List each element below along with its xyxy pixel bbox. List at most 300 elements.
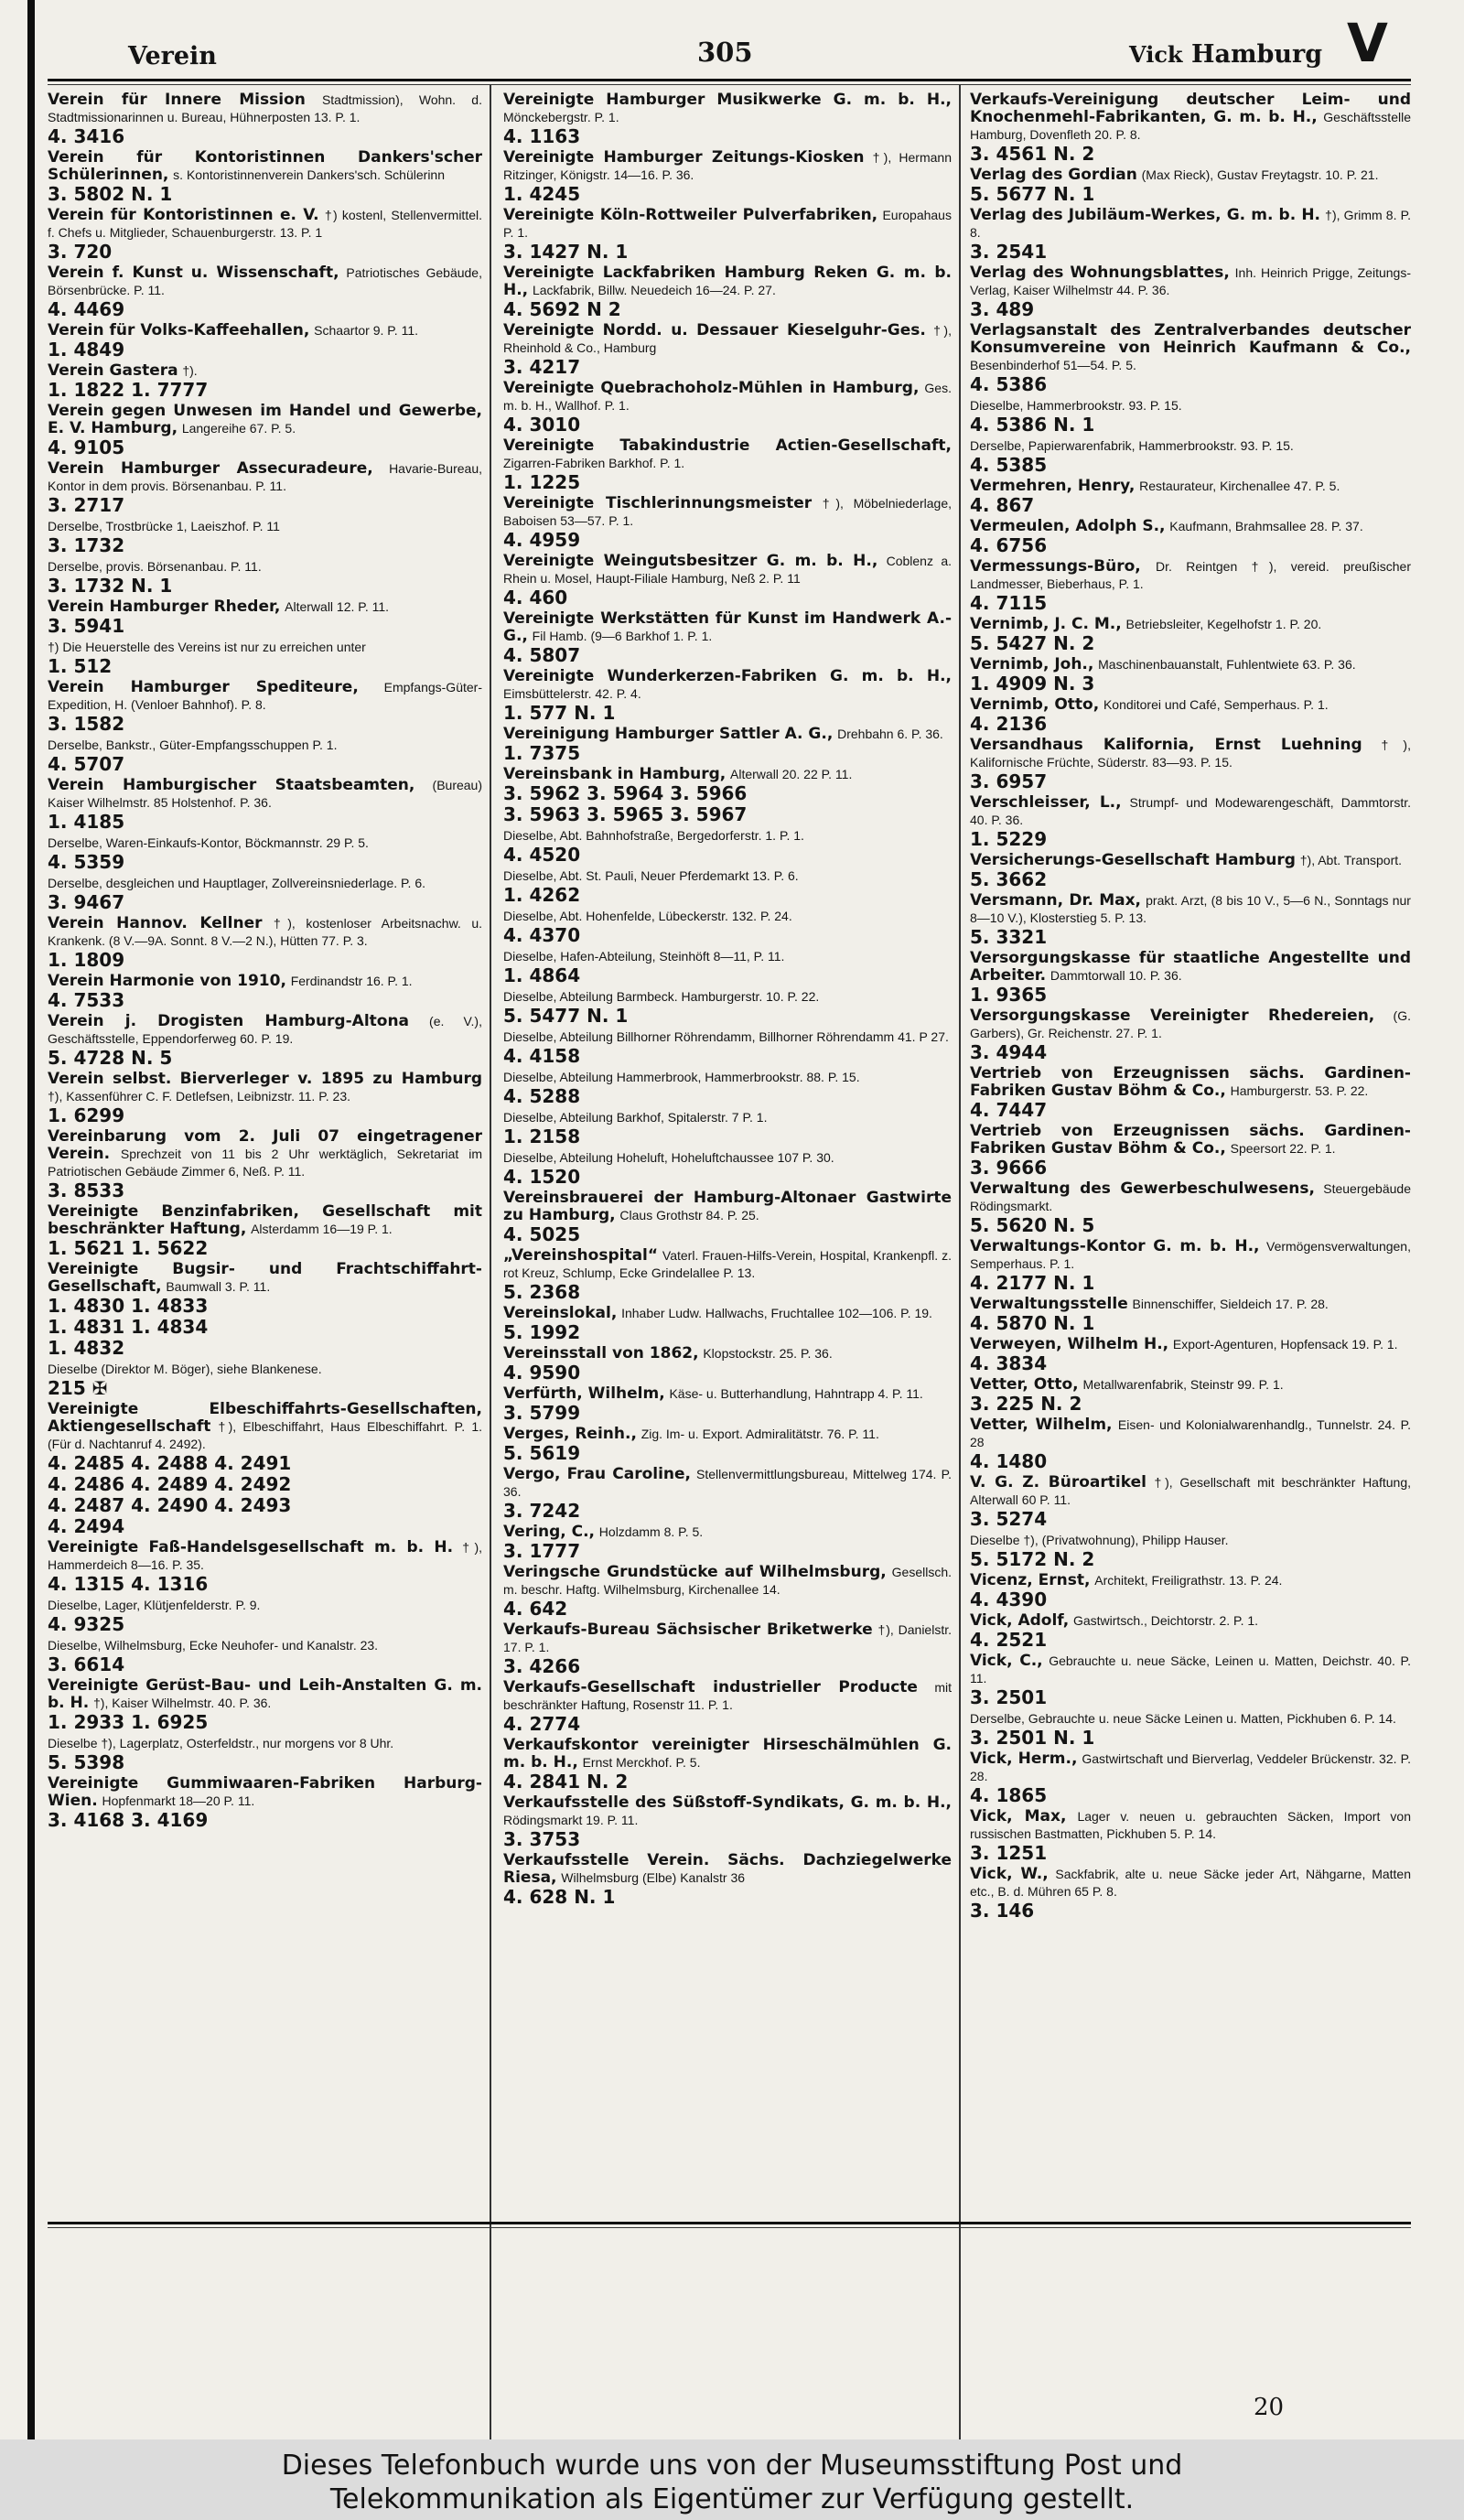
entry-details: Gesellsch. m. beschr. Haftg. Wilhelmsburg, Kirchenallee 14. xyxy=(503,1565,952,1597)
column-2 xyxy=(503,92,952,2218)
phone-number: 4. 2521 xyxy=(970,1629,1048,1651)
entry-details: Alterwall 12. P. 11. xyxy=(285,599,390,614)
entry-details: †), Hammerdeich 8—16. P. 35. xyxy=(48,1540,482,1572)
phone-number: 3. 6957 xyxy=(970,770,1048,792)
directory-entry xyxy=(48,92,482,147)
directory-entry xyxy=(970,1474,1411,1530)
directory-entry xyxy=(503,908,952,946)
phone-number: 3. 5274 xyxy=(970,1508,1048,1530)
phone-number: 3. 2541 xyxy=(970,241,1048,263)
phone-number: 4. 460 xyxy=(503,587,568,608)
entry-name: Vereinigte Wunderkerzen-Fabriken G. m. b. H., xyxy=(503,667,952,685)
phone-number: 3. 4217 xyxy=(503,356,581,378)
directory-entry xyxy=(48,322,482,361)
phone-number: 3. 2501 N. 1 xyxy=(970,1727,1095,1749)
entry-details: Wilhelmsburg (Elbe) Kanalstr 36 xyxy=(561,1870,746,1885)
phone-number: 1. 4262 xyxy=(503,884,581,906)
phone-number: 3. 9666 xyxy=(970,1157,1048,1179)
entry-name: Versmann, Dr. Max, xyxy=(970,891,1141,910)
phone-number: 4. 7115 xyxy=(970,592,1048,614)
phone-number: 1. 577 N. 1 xyxy=(503,702,616,724)
entry-name: Vereinslokal, xyxy=(503,1304,618,1322)
entry-details: Binnenschiffer, Sieldeich 17. P. 28. xyxy=(1132,1297,1329,1311)
entry-details: †), Elbeschiffahrt, Haus Elbeschiffahrt. P. 1. (Für d. Nachtanruf 4. 2492). xyxy=(48,1419,482,1451)
entry-name: Versorgungskasse für staatliche Angestellte und Arbeiter. xyxy=(970,949,1411,985)
entry-name: Vereinigte Benzinfabriken, Gesellschaft mit beschränkter Haftung, xyxy=(48,1202,482,1238)
phone-number: 1. 7375 xyxy=(503,742,581,764)
directory-entry xyxy=(48,207,482,263)
phone-number: 3. 1732 N. 1 xyxy=(48,575,173,597)
directory-entry xyxy=(503,988,952,1027)
phone-number: 4. 5386 xyxy=(970,373,1048,395)
sheet-number: 20 xyxy=(1254,2394,1285,2421)
entry-name: Vereinigte Gerüst-Bau- und Leih-Anstalten G. m. b. H. xyxy=(48,1676,482,1712)
entry-details: Dieselbe, Hammerbrookstr. 93. P. 15. xyxy=(970,398,1182,413)
directory-entry xyxy=(503,948,952,986)
phone-number: 4. 628 N. 1 xyxy=(503,1886,616,1908)
directory-entry xyxy=(970,696,1411,735)
archive-notice-text xyxy=(0,2449,1464,2516)
directory-entry xyxy=(503,1737,952,1793)
notice-line-1: Dieses Telefonbuch wurde uns von der Museumsstiftung Post und xyxy=(281,2450,1183,2482)
entry-details: Besenbinderhof 51—54. P. 5. xyxy=(970,358,1136,372)
directory-entry xyxy=(48,403,482,458)
phone-number: 4. 2486 4. 2489 4. 2492 xyxy=(48,1473,292,1495)
entry-details: Europahaus P. 1. xyxy=(503,208,952,240)
phone-number: 4. 4370 xyxy=(503,924,581,946)
phone-number: 1. 5229 xyxy=(970,828,1048,850)
header-rule xyxy=(48,79,1411,81)
directory-entry xyxy=(48,598,482,637)
entry-details: Betriebsleiter, Kegelhofstr 1. P. 20. xyxy=(1125,617,1322,631)
phone-number: 5. 2368 xyxy=(503,1281,581,1303)
entry-details: Claus Grothstr 84. P. 25. xyxy=(619,1208,759,1222)
entry-details: (Max Rieck), Gustav Freytagstr. 10. P. 21. xyxy=(1141,167,1379,182)
directory-entry xyxy=(503,1305,952,1343)
entry-details: Ferdinandstr 16. P. 1. xyxy=(290,974,413,988)
entry-details: Speersort 22. P. 1. xyxy=(1230,1141,1336,1156)
entry-details: Hopfenmarkt 18—20 P. 11. xyxy=(102,1793,255,1808)
directory-entry xyxy=(970,1238,1411,1294)
entry-details: Dieselbe, Abteilung Barkhof, Spitalerstr. 7 P. 1. xyxy=(503,1110,768,1125)
directory-entry xyxy=(48,1261,482,1359)
entry-name: Verkaufs-Bureau Sächsischer Briketwerke xyxy=(503,1621,873,1639)
directory-entry xyxy=(48,1597,482,1635)
directory-entry xyxy=(503,726,952,764)
entry-name: Vick, W., xyxy=(970,1865,1049,1883)
entry-name: Vereinbarung vom 2. Juli 07 eingetragener Verein. xyxy=(48,1127,482,1163)
entry-name: Vergo, Frau Caroline, xyxy=(503,1465,692,1483)
entry-details: Inhaber Ludw. Hallwachs, Fruchtallee 102—106. P. 19. xyxy=(621,1306,932,1320)
entry-name: Vernimb, J. C. M., xyxy=(970,615,1122,633)
phone-number: 4. 642 xyxy=(503,1598,568,1620)
phone-number: 5. 3662 xyxy=(970,868,1048,890)
directory-entry xyxy=(48,362,482,401)
phone-number: 3. 146 xyxy=(970,1900,1035,1922)
entry-details: Klopstockstr. 25. P. 36. xyxy=(703,1346,833,1361)
phone-number: 4. 5707 xyxy=(48,753,125,775)
phone-number: 3. 1427 N. 1 xyxy=(503,241,629,263)
entry-details: mit beschränkter Haftung, Rosenstr 11. P. 1. xyxy=(503,1680,952,1712)
phone-number: 4. 2487 4. 2490 4. 2493 xyxy=(48,1494,292,1516)
entry-details: Dieselbe, Abteilung Hoheluft, Hoheluftchaussee 107 P. 30. xyxy=(503,1150,834,1165)
directory-entry xyxy=(970,437,1411,476)
phone-number: 1. 1822 1. 7777 xyxy=(48,379,209,401)
directory-entry xyxy=(970,1750,1411,1806)
entry-details: Fil Hamb. (9—6 Barkhof 1. P. 1. xyxy=(532,629,713,643)
entry-name: „Vereinshospital“ xyxy=(503,1246,659,1265)
entry-details: Coblenz a. Rhein u. Mosel, Haupt-Filiale Hamburg, Neß 2. P. 11 xyxy=(503,554,952,586)
entry-details: †), Kaiser Wilhelmstr. 40. P. 36. xyxy=(93,1696,272,1710)
directory-entry xyxy=(48,1735,482,1773)
directory-entry xyxy=(970,1416,1411,1472)
entry-details: Empfangs-Güter-Expedition, H. (Venloer Bahnhof). P. 8. xyxy=(48,680,482,712)
entry-name: Verlag des Wohnungsblattes, xyxy=(970,264,1230,282)
phone-number: 4. 1480 xyxy=(970,1450,1048,1472)
phone-number: 5. 5620 N. 5 xyxy=(970,1214,1095,1236)
entry-details: Holzdamm 8. P. 5. xyxy=(598,1524,704,1539)
entry-details: Vermögensverwaltungen, Semperhaus. P. 1. xyxy=(970,1239,1411,1271)
directory-entry xyxy=(503,668,952,724)
entry-name: Vermehren, Henry, xyxy=(970,477,1136,495)
phone-number: 4. 7447 xyxy=(970,1099,1048,1121)
entry-name: Versandhaus Kalifornia, Ernst Luehning xyxy=(970,736,1362,754)
entry-details: Dieselbe, Abt. Bahnhofstraße, Bergedorferstr. 1. P. 1. xyxy=(503,828,804,843)
entry-name: Vetter, Wilhelm, xyxy=(970,1416,1113,1434)
footer-rule-thin xyxy=(48,2227,1411,2228)
entry-details: Dieselbe, Abt. Hohenfelde, Lübeckerstr. 132. P. 24. xyxy=(503,909,792,923)
directory-entry xyxy=(970,1336,1411,1374)
phone-number: 3. 4168 3. 4169 xyxy=(48,1809,209,1831)
entry-name: Verein Hamburgischer Staatsbeamten, xyxy=(48,776,415,794)
phone-number: 3. 225 N. 2 xyxy=(970,1393,1082,1415)
phone-number: 3. 6614 xyxy=(48,1653,125,1675)
entry-details: Derselbe, Bankstr., Güter-Empfangsschuppen P. 1. xyxy=(48,738,338,752)
directory-entry xyxy=(503,1109,952,1147)
directory-entry xyxy=(970,1710,1411,1749)
phone-number: 3. 4561 N. 2 xyxy=(970,143,1095,165)
directory-entry xyxy=(503,1190,952,1245)
directory-entry xyxy=(503,380,952,436)
directory-entry xyxy=(48,1401,482,1537)
directory-entry xyxy=(48,737,482,775)
entry-name: Vick, Herm., xyxy=(970,1750,1078,1768)
phone-number: 5. 5677 N. 1 xyxy=(970,183,1095,205)
directory-entry xyxy=(970,1866,1411,1922)
entry-name: Vereinigte Weingutsbesitzer G. m. b. H., xyxy=(503,552,878,570)
directory-entry xyxy=(503,1149,952,1188)
phone-number: 3. 1777 xyxy=(503,1540,581,1562)
directory-entry xyxy=(970,1180,1411,1236)
phone-number: 4. 4959 xyxy=(503,529,581,551)
directory-entry xyxy=(970,518,1411,556)
entry-name: Vereinsbank in Hamburg, xyxy=(503,765,727,783)
directory-entry xyxy=(48,149,482,205)
phone-number: 5. 5427 N. 2 xyxy=(970,632,1095,654)
directory-entry xyxy=(48,1677,482,1733)
phone-number: 5. 3321 xyxy=(970,926,1048,948)
entry-details: Zigarren-Fabriken Barkhof. P. 1. xyxy=(503,456,685,470)
phone-number: 4. 4390 xyxy=(970,1588,1048,1610)
phone-number: 1. 2158 xyxy=(503,1125,581,1147)
directory-entry xyxy=(970,1296,1411,1334)
directory-entry xyxy=(970,167,1411,205)
phone-number: 3. 9467 xyxy=(48,891,125,913)
directory-entry xyxy=(48,639,482,677)
directory-entry xyxy=(970,478,1411,516)
directory-entry xyxy=(970,397,1411,436)
entry-details: †), Kassenführer C. F. Detlefsen, Leibnizstr. 11. P. 23. xyxy=(48,1089,350,1104)
phone-number: 4. 5870 N. 1 xyxy=(970,1312,1095,1334)
directory-entry xyxy=(503,827,952,866)
directory-entry xyxy=(970,322,1411,395)
phone-number: 1. 4831 1. 4834 xyxy=(48,1316,209,1338)
phone-number: 1. 4245 xyxy=(503,183,581,205)
entry-details: Derselbe, Trostbrücke 1, Laeiszhof. P. 11 xyxy=(48,519,280,533)
directory-entry xyxy=(970,207,1411,263)
entry-name: Vereinigte Tischlerinnungsmeister xyxy=(503,494,813,512)
entry-details: †) Die Heuerstelle des Vereins ist nur zu erreichen unter xyxy=(48,640,366,654)
entry-details: Derselbe, provis. Börsenanbau. P. 11. xyxy=(48,559,262,574)
entry-name: Verein gegen Unwesen im Handel und Gewerbe, E. V. Hamburg, xyxy=(48,402,482,437)
entry-details: Hamburgerstr. 53. P. 22. xyxy=(1230,1083,1369,1098)
entry-name: Verges, Reinh., xyxy=(503,1425,637,1443)
entry-details: Maschinenbauanstalt, Fuhlentwiete 63. P. 36. xyxy=(1098,657,1356,672)
entry-details: Steuergebäude Rödingsmarkt. xyxy=(970,1181,1411,1213)
phone-number: 1. 5621 1. 5622 xyxy=(48,1237,209,1259)
directory-entry xyxy=(503,553,952,608)
directory-entry xyxy=(970,1572,1411,1610)
entry-name: Verein Gastera xyxy=(48,361,178,380)
entry-details: Strumpf- und Modewarengeschäft, Dammtorstr. 40. P. 36. xyxy=(970,795,1411,827)
entry-details: †), Gesellschaft mit beschränkter Haftung, Alterwall 60 P. 11. xyxy=(970,1475,1411,1507)
directory-entry xyxy=(48,1775,482,1831)
entry-details: Kaufmann, Brahmsallee 28. P. 37. xyxy=(1169,519,1363,533)
entry-details: Dieselbe (Direktor M. Böger), siehe Blankenese. xyxy=(48,1362,322,1376)
entry-details: †), kostenloser Arbeitsnachw. u. Krankenk. (8 V.—9A. Sonnt. 8 V.—2 N.), Hütten 77. P. 3. xyxy=(48,916,482,948)
entry-details: †). xyxy=(182,363,198,378)
phone-number: 1. 2933 1. 6925 xyxy=(48,1711,209,1733)
entry-name: Verein Hannov. Kellner xyxy=(48,914,263,932)
phone-number: 4. 2485 4. 2488 4. 2491 xyxy=(48,1452,292,1474)
entry-details: Ernst Merckhof. P. 5. xyxy=(582,1755,701,1770)
phone-number: 1. 1809 xyxy=(48,949,125,971)
column-divider xyxy=(490,84,491,2445)
entry-name: Verlag des Jubiläum-Werkes, G. m. b. H. xyxy=(970,206,1321,224)
header-right xyxy=(1129,40,1322,69)
entry-name: Verlagsanstalt des Zentralverbandes deutscher Konsumvereine von Heinrich Kaufmann & Co., xyxy=(970,321,1411,357)
entry-name: Vereinigte Gummiwaaren-Fabriken Harburg-Wien. xyxy=(48,1774,482,1810)
phone-number: 4. 1520 xyxy=(503,1166,581,1188)
directory-entry xyxy=(503,867,952,906)
entry-name: Vereinigte Hamburger Musikwerke G. m. b. H., xyxy=(503,92,952,109)
entry-details: Vaterl. Frauen-Hilfs-Verein, Hospital, Krankenpfl. z. rot Kreuz, Schlump, Ecke Grindelallee P. 13. xyxy=(503,1248,952,1280)
entry-name: Verwaltungs-Kontor G. m. b. H., xyxy=(970,1237,1260,1255)
entry-details: †), Rheinhold & Co., Hamburg xyxy=(503,323,952,355)
phone-number: 3. 5802 N. 1 xyxy=(48,183,173,205)
entry-name: Verkaufsstelle des Süßstoff-Syndikats, G. m. b. H., xyxy=(503,1793,952,1812)
entry-details: Derselbe, Papierwarenfabrik, Hammerbrookstr. 93. P. 15. xyxy=(970,438,1294,453)
entry-name: Vertrieb von Erzeugnissen sächs. Gardinen-Fabriken Gustav Böhm & Co., xyxy=(970,1122,1411,1158)
phone-number: 1. 4909 N. 3 xyxy=(970,673,1095,695)
phone-number: 3. 5962 3. 5964 3. 5966 xyxy=(503,782,748,804)
phone-number: 3. 4944 xyxy=(970,1041,1048,1063)
directory-entry xyxy=(48,777,482,833)
entry-name: Vereinigte Köln-Rottweiler Pulverfabriken, xyxy=(503,206,878,224)
directory-entry xyxy=(503,1069,952,1107)
directory-entry xyxy=(48,518,482,556)
directory-entry xyxy=(503,1852,952,1908)
entry-name: Verein Hamburger Assecuradeure, xyxy=(48,459,373,478)
entry-details: Inh. Heinrich Prigge, Zeitungs-Verlag, Kaiser Wilhelmstr 44. P. 36. xyxy=(970,265,1411,297)
entry-details: (Bureau) Kaiser Wilhelmstr. 85 Holstenhof. P. 36. xyxy=(48,778,482,810)
entry-details: Gebrauchte u. neue Säcke, Leinen u. Matten, Deichstr. 40. P. 11. xyxy=(970,1653,1411,1685)
phone-number: 5. 5477 N. 1 xyxy=(503,1005,629,1027)
phone-number: 4. 1163 xyxy=(503,125,581,147)
directory-entry xyxy=(503,766,952,825)
phone-number: 4. 2494 xyxy=(48,1515,125,1537)
directory-entry xyxy=(48,1539,482,1595)
directory-entry xyxy=(48,915,482,971)
directory-entry xyxy=(503,1794,952,1850)
phone-number: 4. 5807 xyxy=(503,644,581,666)
directory-entry xyxy=(48,460,482,516)
entry-details: Dieselbe †), (Privatwohnung), Philipp Hauser. xyxy=(970,1533,1229,1547)
entry-details: Dammtorwall 10. P. 36. xyxy=(1050,968,1182,983)
entry-name: Verein Hamburger Spediteure, xyxy=(48,678,359,696)
entry-details: (e. V.), Geschäftsstelle, Eppendorferweg 60. P. 19. xyxy=(48,1014,482,1046)
entry-details: †), Abt. Transport. xyxy=(1299,853,1403,867)
entry-name: Verein für Kontoristinnen Dankers'scher Schülerinnen, xyxy=(48,148,482,184)
phone-number: 215 ✠ xyxy=(48,1377,108,1399)
entry-name: Verein Hamburger Rheder, xyxy=(48,598,281,616)
phone-number: 5. 5619 xyxy=(503,1442,581,1464)
phone-number: 4. 5386 N. 1 xyxy=(970,414,1095,436)
phone-number: 4. 5025 xyxy=(503,1223,581,1245)
entry-name: Vermeulen, Adolph S., xyxy=(970,517,1166,535)
phone-number: 1. 4185 xyxy=(48,811,125,833)
phone-number: 3. 5799 xyxy=(503,1402,581,1424)
phone-number: 4. 5385 xyxy=(970,454,1048,476)
entry-name: Verein für Innere Mission xyxy=(48,92,306,109)
phone-number: 1. 1225 xyxy=(503,471,581,493)
entry-name: Verein für Volks-Kaffeehallen, xyxy=(48,321,310,339)
column-1 xyxy=(48,92,482,2218)
entry-details: †), Möbelniederlage, Baboisen 53—57. P. 1. xyxy=(503,496,952,528)
header-left-keyword: Verein xyxy=(128,42,217,70)
entry-details: Derselbe, desgleichen und Hauptlager, Zollvereinsniederlage. P. 6. xyxy=(48,876,426,890)
phone-number: 1. 4830 1. 4833 xyxy=(48,1295,209,1317)
phone-number: 3. 489 xyxy=(970,298,1035,320)
directory-entry xyxy=(48,973,482,1011)
entry-details: Dieselbe, Abteilung Barmbeck. Hamburgerstr. 10. P. 22. xyxy=(503,989,820,1004)
directory-entry xyxy=(503,1524,952,1562)
archive-notice xyxy=(0,2439,1464,2520)
entry-name: Vering, C., xyxy=(503,1523,596,1541)
phone-number: 5. 1992 xyxy=(503,1321,581,1343)
entry-details: Dr. Reintgen †), vereid. preußischer Landmesser, Bieberhaus, P. 1. xyxy=(970,559,1411,591)
entry-name: Vernimb, Joh., xyxy=(970,655,1094,673)
directory-entry xyxy=(970,656,1411,695)
directory-entry xyxy=(503,207,952,263)
entry-name: Vick, C., xyxy=(970,1652,1043,1670)
directory-entry xyxy=(970,92,1411,165)
entry-name: Versicherungs-Gesellschaft Hamburg xyxy=(970,851,1296,869)
phone-number: 5. 5172 N. 2 xyxy=(970,1548,1095,1570)
phone-number: 4. 1865 xyxy=(970,1784,1048,1806)
header-city: Hamburg xyxy=(1190,40,1323,69)
entry-details: Stellenvermittlungsbureau, Mittelweg 174. P. 36. xyxy=(503,1467,952,1499)
entry-details: Eimsbüttelerstr. 42. P. 4. xyxy=(503,686,641,701)
entry-name: Vereinsbrauerei der Hamburg-Altonaer Gastwirte zu Hamburg, xyxy=(503,1189,952,1224)
entry-name: Verweyen, Wilhelm H., xyxy=(970,1335,1169,1353)
phone-number: 4. 3010 xyxy=(503,414,581,436)
header-rule-thin xyxy=(48,84,1411,85)
phone-number: 1. 4849 xyxy=(48,339,125,361)
entry-details: Dieselbe, Hafen-Abteilung, Steinhöft 8—11, P. 11. xyxy=(503,949,785,964)
entry-details: Dieselbe, Abteilung Billhorner Röhrendamm, Billhorner Röhrendamm 41. P 27. xyxy=(503,1029,949,1044)
entry-details: Dieselbe, Wilhelmsburg, Ecke Neuhofer- und Kanalstr. 23. xyxy=(48,1638,379,1653)
entry-details: †), Grimm 8. P. 8. xyxy=(970,208,1411,240)
entry-details: Dieselbe, Abteilung Hammerbrook, Hammerbrookstr. 88. P. 15. xyxy=(503,1070,860,1084)
phone-number: 1. 9365 xyxy=(970,984,1048,1006)
phone-number: 4. 4520 xyxy=(503,844,581,866)
entry-name: Verein f. Kunst u. Wissenschaft, xyxy=(48,264,339,282)
entry-details: †), Kalifornische Früchte, Süderstr. 83—93. P. 15. xyxy=(970,738,1411,770)
entry-details: Ges. m. b. H., Wallhof. P. 1. xyxy=(503,381,952,413)
directory-entry xyxy=(970,1007,1411,1063)
entry-details: Restaurateur, Kirchenallee 47. P. 5. xyxy=(1139,479,1340,493)
page-header xyxy=(48,12,1411,75)
phone-number: 4. 9105 xyxy=(48,436,125,458)
phone-number: 3. 5963 3. 5965 3. 5967 xyxy=(503,803,748,825)
entry-name: Veringsche Grundstücke auf Wilhelmsburg, xyxy=(503,1563,887,1581)
entry-name: Vereinigte Nordd. u. Dessauer Kieselguhr-Ges. xyxy=(503,321,926,339)
entry-name: Verwaltung des Gewerbeschulwesens, xyxy=(970,1179,1315,1198)
directory-entry xyxy=(970,1653,1411,1708)
directory-entry xyxy=(970,892,1411,948)
directory-entry xyxy=(970,1612,1411,1651)
directory-entry xyxy=(48,1361,482,1399)
phone-number: 4. 2136 xyxy=(970,713,1048,735)
directory-entry xyxy=(970,852,1411,890)
entry-details: Havarie-Bureau, Kontor in dem provis. Börsenanbau. P. 11. xyxy=(48,461,482,493)
phone-number: 3. 2501 xyxy=(970,1686,1048,1708)
entry-details: Sprechzeit von 11 bis 2 Uhr werktäglich, Sekretariat im Patriotischen Gebäude Zimmer 6, Neß. P. 11. xyxy=(48,1147,482,1179)
entry-details: †), Hermann Ritzinger, Königstr. 14—16. P. 36. xyxy=(503,150,952,182)
phone-number: 3. 1582 xyxy=(48,713,125,735)
directory-entry xyxy=(48,875,482,913)
directory-entry xyxy=(503,1679,952,1735)
phone-number: 3. 2717 xyxy=(48,494,125,516)
directory-entry xyxy=(48,264,482,320)
entry-details: Baumwall 3. P. 11. xyxy=(166,1279,271,1294)
entry-name: Vereinigte Bugsir- und Frachtschiffahrt-Gesellschaft, xyxy=(48,1260,482,1296)
entry-name: Verkaufs-Vereinigung deutscher Leim- und Knochenmehl-Fabrikanten, G. m. b. H., xyxy=(970,92,1411,126)
entry-name: Verfürth, Wilhelm, xyxy=(503,1384,665,1403)
entry-details: Lager v. neuen u. gebrauchten Säcken, Import von russischen Bastmatten, Pickhuben 5. P. 14. xyxy=(970,1809,1411,1841)
directory-entry xyxy=(503,264,952,320)
entry-details: Schaartor 9. P. 11. xyxy=(314,323,418,338)
directory-entry xyxy=(503,1466,952,1522)
entry-name: Vereinigte Faß-Handelsgesellschaft m. b. H. xyxy=(48,1538,454,1556)
entry-name: Vick, Adolf, xyxy=(970,1611,1070,1630)
phone-number: 4. 2841 N. 2 xyxy=(503,1771,629,1793)
phone-number: 3. 8533 xyxy=(48,1179,125,1201)
entry-name: Vereinigte Tabakindustrie Actien-Gesellschaft, xyxy=(503,436,952,455)
entry-name: Vereinigte Elbeschiffahrts-Gesellschaften, Aktiengesellschaft xyxy=(48,1400,482,1436)
phone-number: 4. 9325 xyxy=(48,1613,125,1635)
